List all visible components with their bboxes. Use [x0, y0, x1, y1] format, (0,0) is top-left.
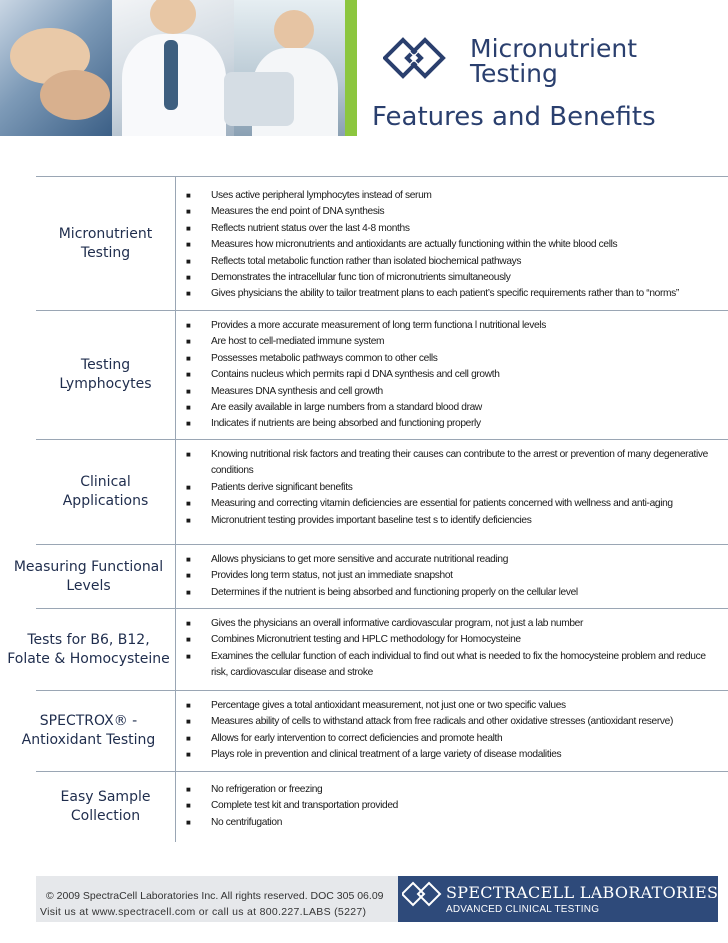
list-item-text: Percentage gives a total antioxidant measurement, not just one or two specific values — [211, 700, 566, 711]
list-item-text: Plays role in prevention and clinical treatment of a large variety of disease modalities — [211, 749, 562, 761]
list-item: ■ Examines the cellular function of each individual to find out what is needed to fix the homocysteine problem and reduce risk, cardiovascular disease and stroke — [186, 649, 722, 682]
list-item-text: Measures how micronutrients and antioxidants are actually functioning within the white blood cells — [211, 239, 618, 251]
list-item: ■ Gives physicians the ability to tailor treatment plans to each patient’s specific requirements rather than to “norms” — [186, 286, 722, 302]
benefit-list — [176, 609, 728, 690]
list-item-text: Contains nucleus which permits rapi d DNA synthesis and cell growth — [211, 369, 500, 381]
list-item-text: Reflects total metabolic function rather than isolated biochemical pathways — [211, 255, 522, 267]
category-label: Measuring Functional Levels — [2, 545, 176, 608]
list-item-text: Are easily available in large numbers from a standard blood draw — [211, 402, 482, 414]
category-label: Clinical Applications — [36, 440, 176, 544]
category-label: Testing Lymphocytes — [36, 311, 176, 439]
list-item: ■ No centrifugation — [186, 815, 722, 831]
table-row — [13, 545, 728, 609]
list-item: ■ Measures DNA synthesis and cell growth — [186, 384, 722, 400]
list-item-text: Reflects nutrient status over the last 4-8 months — [211, 222, 410, 234]
list-item-text: Complete test kit and transportation provided — [211, 800, 398, 812]
category-label: Easy Sample Collection — [36, 772, 176, 842]
accent-bar — [345, 0, 357, 136]
list-item-text: Examines the cellular function of each individual to find out what is needed to fix the homocysteine problem and reduce risk, cardiovascular disease and stroke — [211, 650, 706, 679]
company-name: SPECTRACELL LABORATORIES — [446, 883, 719, 902]
category-label: Tests for B6, B12, Folate & Homocysteine — [2, 609, 176, 690]
list-item-text: Indicates if nutrients are being absorbed and functioning properly — [211, 418, 481, 430]
list-item: ■ Combines Micronutrient testing and HPLC methodology for Homocysteine — [186, 632, 722, 648]
company-tagline: ADVANCED CLINICAL TESTING — [446, 904, 600, 915]
category-label: Micronutrient Testing — [36, 177, 176, 310]
list-item-text: Determines if the nutrient is being absorbed and functioning properly on the cellular level — [211, 586, 578, 598]
list-item-text: Provides a more accurate measurement of long term functiona l nutritional levels — [211, 320, 546, 331]
benefit-list — [176, 772, 728, 842]
list-item: ■ Percentage gives a total antioxidant measurement, not just one or two specific values — [186, 698, 722, 714]
list-item: ■ Determines if the nutrient is being absorbed and functioning properly on the cellular level — [186, 585, 722, 601]
copyright-text: © 2009 SpectraCell Laboratories Inc. All rights reserved. DOC 305 06.09 — [46, 890, 384, 902]
list-item-text: Measuring and correcting vitamin deficiencies are essential for patients concerned with wellness and anti-aging — [211, 498, 673, 510]
list-item-text: Measures DNA synthesis and cell growth — [211, 385, 383, 397]
list-item: ■ Measuring and correcting vitamin deficiencies are essential for patients concerned with wellness and anti-aging — [186, 496, 722, 512]
list-item-text: Gives physicians the ability to tailor treatment plans to each patient’s specific requirements rather than to “norms” — [211, 288, 679, 300]
table-row — [36, 772, 728, 842]
brand-line-1: Micronutrient — [470, 34, 638, 63]
benefit-list — [176, 177, 728, 310]
list-item: ■ No refrigeration or freezing — [186, 782, 722, 798]
list-item: ■ Allows for early intervention to correct deficiencies and promote health — [186, 731, 722, 747]
list-item: ■ Provides a more accurate measurement of long term functiona l nutritional levels — [186, 318, 722, 334]
list-item-text: Patients derive significant benefits — [211, 481, 353, 493]
list-item: ■ Indicates if nutrients are being absorbed and functioning properly — [186, 416, 722, 432]
table-row — [7, 609, 728, 691]
list-item-text: Measures the end point of DNA synthesis — [211, 206, 385, 218]
table-row — [36, 177, 728, 311]
doctor-photo — [112, 0, 234, 136]
list-item: ■ Contains nucleus which permits rapi d DNA synthesis and cell growth — [186, 367, 722, 383]
diamond-logo-icon — [383, 36, 455, 80]
list-item: ■ Uses active peripheral lymphocytes instead of serum — [186, 188, 722, 204]
table-row — [36, 311, 728, 440]
page-title: Features and Benefits — [372, 102, 656, 132]
benefit-list — [176, 311, 728, 439]
list-item: ■ Allows physicians to get more sensitive and accurate nutritional reading — [186, 552, 722, 568]
list-item-text: Demonstrates the intracellular func tion of micronutrients simultaneously — [211, 272, 511, 284]
list-item-text: Measures ability of cells to withstand attack from free radicals and other oxidative stresses (antioxidant reserve) — [211, 716, 673, 728]
list-item: ■ Are host to cell-mediated immune system — [186, 334, 722, 350]
list-item: ■ Knowing nutritional risk factors and treating their causes can contribute to the arrest or prevention of many degenerative conditions — [186, 447, 722, 480]
list-item-text: Gives the physicians an overall informative cardiovascular program, not just a lab number — [211, 618, 584, 629]
list-item-text: No centrifugation — [211, 816, 283, 828]
handshake-photo — [0, 0, 112, 136]
list-item: ■ Are easily available in large numbers from a standard blood draw — [186, 400, 722, 416]
list-item-text: Provides long term status, not just an immediate snapshot — [211, 570, 453, 582]
list-item-text: Are host to cell-mediated immune system — [211, 336, 385, 348]
list-item: ■ Measures the end point of DNA synthesis — [186, 204, 722, 220]
spectracell-logo-icon — [402, 881, 442, 907]
list-item-text: No refrigeration or freezing — [211, 784, 323, 795]
list-item: ■ Patients derive significant benefits — [186, 480, 722, 496]
list-item: ■ Complete test kit and transportation provided — [186, 798, 722, 814]
list-item: ■ Plays role in prevention and clinical treatment of a large variety of disease modalities — [186, 747, 722, 763]
list-item: ■ Reflects nutrient status over the last 4-8 months — [186, 221, 722, 237]
contact-text: Visit us at www.spectracell.com or call us at 800.227.LABS (5227) — [40, 906, 367, 918]
list-item: ■ Demonstrates the intracellular func tion of micronutrients simultaneously — [186, 270, 722, 286]
table-row — [36, 440, 728, 545]
category-label: SPECTROX® - Antioxidant Testing — [2, 691, 176, 771]
list-item: ■ Measures ability of cells to withstand attack from free radicals and other oxidative stresses (antioxidant reserve) — [186, 714, 722, 730]
list-item: ■ Possesses metabolic pathways common to other cells — [186, 351, 722, 367]
list-item: ■ Gives the physicians an overall informative cardiovascular program, not just a lab number — [186, 616, 722, 632]
list-item-text: Micronutrient testing provides important baseline test s to identify deficiencies — [211, 514, 532, 526]
brand-name — [470, 36, 637, 86]
list-item-text: Allows physicians to get more sensitive and accurate nutritional reading — [211, 554, 509, 565]
list-item-text: Knowing nutritional risk factors and treating their causes can contribute to the arrest or prevention of many degenerative conditions — [211, 449, 708, 477]
features-table — [7, 176, 728, 842]
list-item: ■ Provides long term status, not just an immediate snapshot — [186, 568, 722, 584]
list-item-text: Combines Micronutrient testing and HPLC methodology for Homocysteine — [211, 634, 521, 646]
header-photo — [0, 0, 345, 136]
list-item-text: Possesses metabolic pathways common to other cells — [211, 352, 438, 364]
table-row — [21, 691, 728, 772]
list-item: ■ Reflects total metabolic function rather than isolated biochemical pathways — [186, 254, 722, 270]
list-item-text: Allows for early intervention to correct deficiencies and promote health — [211, 732, 503, 744]
list-item: ■ Micronutrient testing provides important baseline test s to identify deficiencies — [186, 513, 722, 529]
nurse-photo — [234, 0, 345, 136]
benefit-list — [176, 545, 728, 608]
benefit-list — [176, 440, 728, 544]
benefit-list — [176, 691, 728, 771]
list-item: ■ Measures how micronutrients and antioxidants are actually functioning within the white blood cells — [186, 237, 722, 253]
brand-line-2: Testing — [470, 59, 558, 88]
list-item-text: Uses active peripheral lymphocytes instead of serum — [211, 190, 432, 201]
